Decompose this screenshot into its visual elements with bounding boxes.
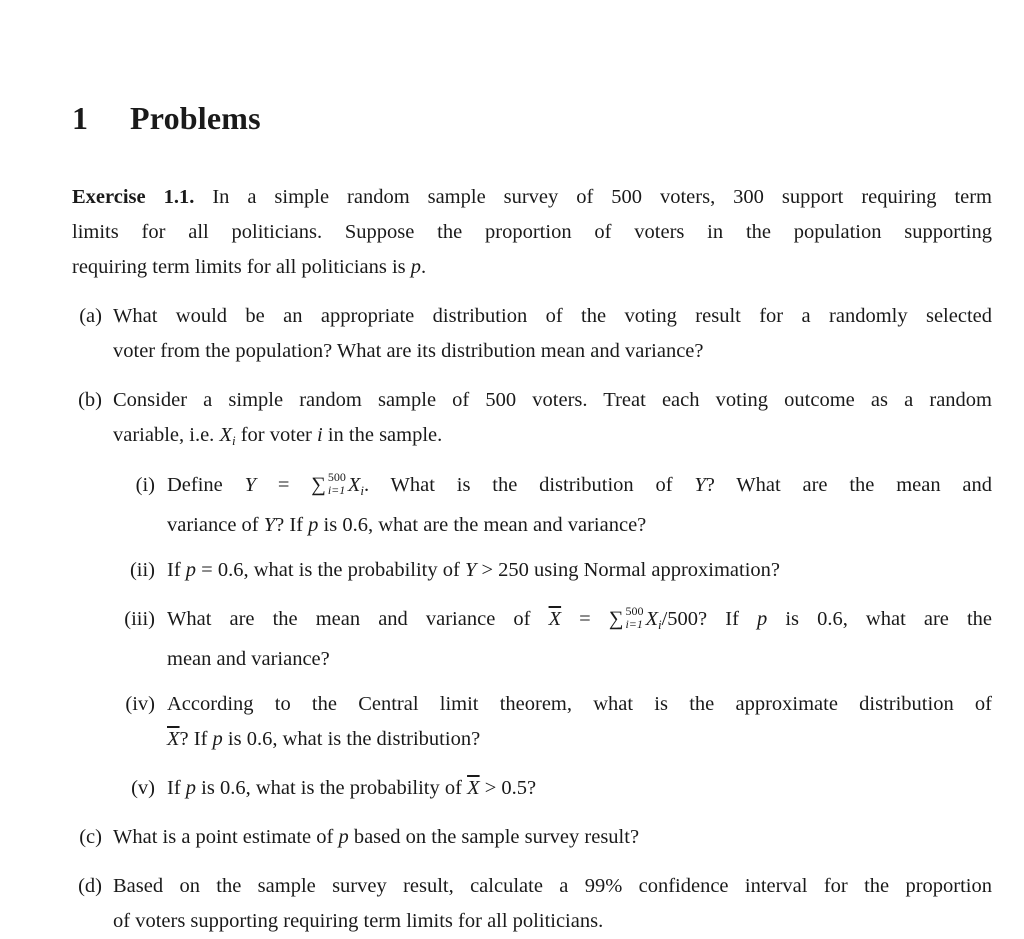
part-b-label: (b) [78,389,102,411]
part-a-line1: What would be an appropriate distribution of the voting result for a randomly selected [113,305,992,327]
sum-symbol: ∑ [311,474,326,496]
part-d-line2: of voters supporting requiring term limits for all politicians. [113,910,604,932]
part-d-line1: Based on the sample survey result, calculate a 99% confidence interval for the proportion [113,875,992,897]
section-title: Problems [130,100,261,136]
part-d-label: (d) [78,875,102,897]
part-b-line1: Consider a simple random sample of 500 voters. Treat each voting outcome as a random [113,389,992,411]
part-b-i-line2: variance of Y? If p is 0.6, what are the mean and variance? [167,514,647,536]
part-b-iii-line1: What are the mean and variance of $\overline{X}$ = ∑ 500 i=1 $X_i/500$? If p is 0.6, what are the [167,604,993,632]
period: . [421,256,427,278]
part-b-iv-line1: According to the Central limit theorem, what is the approximate distribution of [167,693,992,715]
part-b-i-label: (i) [135,474,155,496]
part-b-ii-label: (ii) [129,559,155,581]
part-b-iv-label: (iv) [125,693,155,715]
part-b-iii-label: (iii) [124,608,155,630]
part-b-ii-text: If p = 0.6, what is the probability of Y > 250 using Normal approximation? [167,559,780,581]
part-b-iii-line2: mean and variance? [167,648,330,670]
part-c-text: What is a point estimate of p based on the sample survey result? [113,826,640,848]
exercise-intro [72,180,992,285]
part-b-v-label: (v) [131,777,155,799]
exercise-intro-line1: In a simple random sample survey of 500 voters, 300 support requiring term [212,186,993,208]
section-number: 1 [72,100,89,136]
part-c-label: (c) [79,826,102,848]
part-b-i-line1: Define Y = ∑ 500 i=1 $X_i$. What is the distribution of Y? What are the mean and [167,468,992,508]
exercise-intro-line3: requiring term limits for all politicians is [72,256,411,278]
part-b-v-text: If p is 0.6, what is the probability of $\overline{X} > 0.5$? [167,777,537,799]
exercise-intro-line2: limits for all politicians. Suppose the proportion of voters in the population supporting [72,221,992,243]
part-b-iv-line2: $\overline{X}$? If p is 0.6, what is the distribution? [167,728,481,750]
exercise-label: Exercise 1.1. [72,186,195,208]
part-b-line2: variable, i.e. $X_i$ for voter i in the sample. [113,424,443,448]
var-p: p [410,256,422,278]
section-heading [72,100,261,137]
part-a-line2: voter from the population? What are its distribution mean and variance? [113,340,704,362]
part-a-label: (a) [79,305,102,327]
